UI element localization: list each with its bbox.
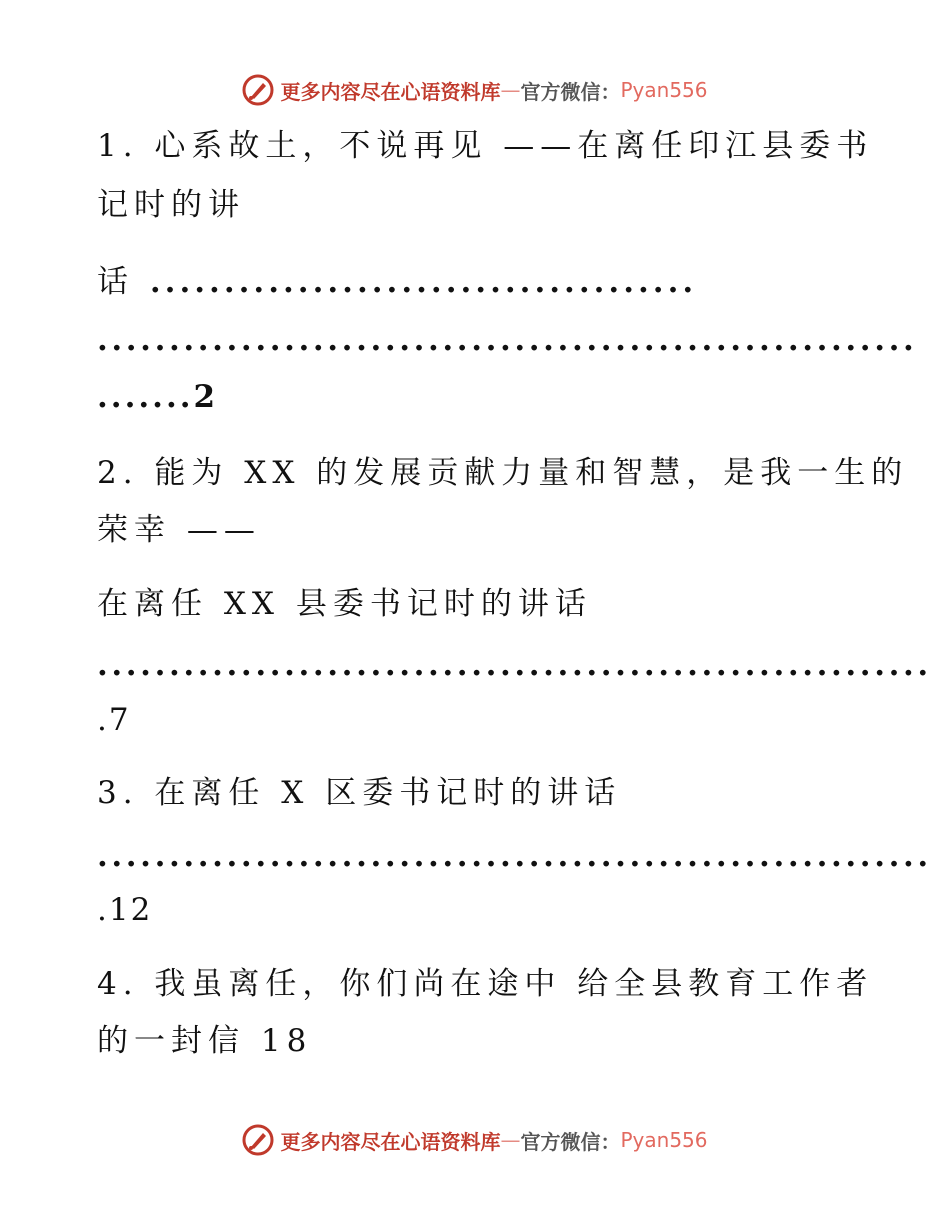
toc-item-1-leader-dots-2: ......................................................... <box>97 322 918 358</box>
banner-wechat-label: 官方微信： <box>520 1129 621 1154</box>
toc-item-3-page: .12 <box>97 892 153 928</box>
banner-dash: — <box>500 1128 521 1152</box>
banner-site-name: 更多内容尽在心语资料库 <box>280 79 501 104</box>
banner-wechat-id: Pyan556 <box>620 78 708 102</box>
toc-item-2-leader-dots: .......................................................... <box>97 647 932 683</box>
toc-item-3-leader-dots: .......................................................... <box>97 838 932 874</box>
toc-item-4-title: 4. 我虽离任，你们尚在途中 给全县教育工作者 <box>97 966 874 1002</box>
pen-logo-icon <box>242 74 274 106</box>
toc-item-1-title: 1. 心系故土，不说再见 ——在离任印江县委书 <box>97 128 874 164</box>
banner-dash: — <box>500 78 521 102</box>
toc-item-1-leader-dots: ..................................... <box>149 264 698 300</box>
banner-wechat-label: 官方微信： <box>520 79 621 104</box>
toc-item-2-title-cont: 荣幸 —— <box>97 512 261 548</box>
header-banner <box>0 70 950 110</box>
toc-item-2-title-end: 在离任 XX 县委书记时的讲话 <box>97 586 592 622</box>
toc-item-3-title: 3. 在离任 X 区委书记时的讲话 <box>97 775 622 811</box>
banner-wechat-id: Pyan556 <box>620 1128 708 1152</box>
toc-item-1-title-cont: 记时的讲 <box>97 187 245 223</box>
toc-item-2-title: 2. 能为 XX 的发展贡献力量和智慧，是我一生的 <box>97 455 909 491</box>
footer-banner <box>0 1120 950 1160</box>
toc-item-4-title-cont: 的一封信 18 <box>97 1023 313 1059</box>
toc-item-1-line3 <box>97 262 847 302</box>
banner-site-name: 更多内容尽在心语资料库 <box>280 1129 501 1154</box>
toc-item-1-page: .......2 <box>97 379 219 415</box>
pen-logo-icon <box>242 1124 274 1156</box>
toc-item-2-page: .7 <box>97 702 131 738</box>
toc-item-1-title-end: 话 <box>97 264 150 300</box>
